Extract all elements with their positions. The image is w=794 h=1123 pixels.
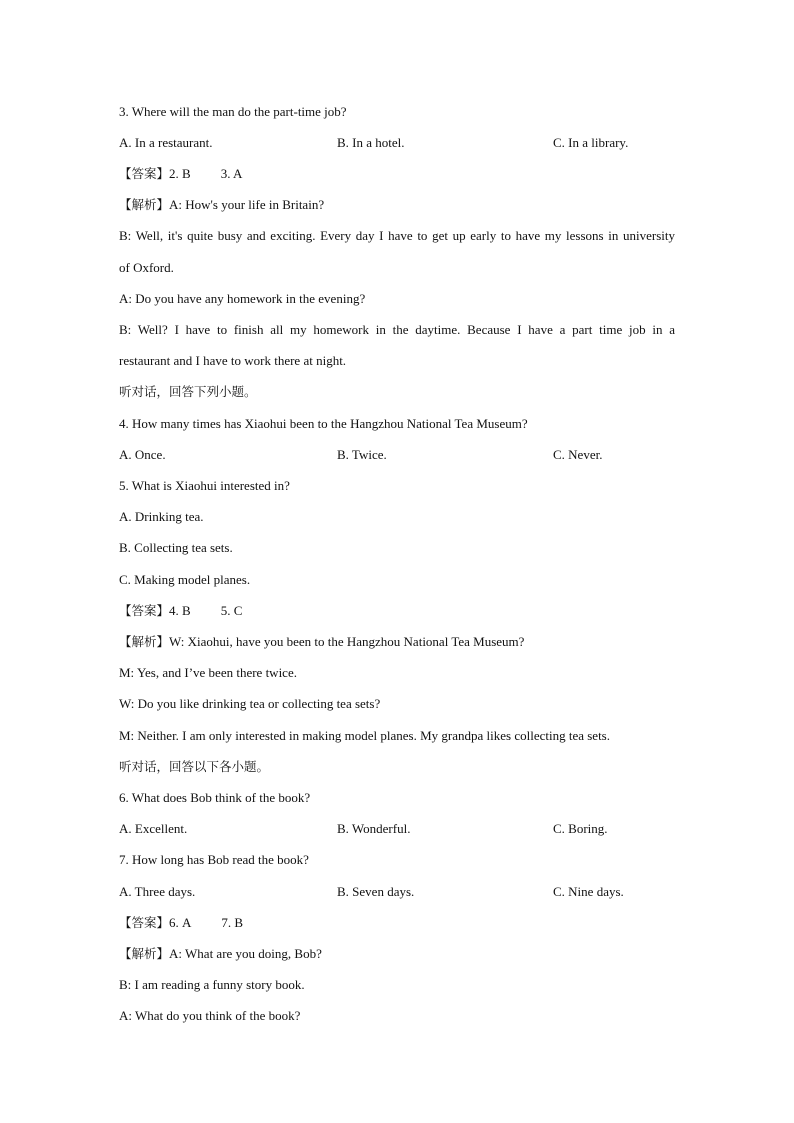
option-b: B. Seven days. <box>337 884 415 899</box>
question-4: 4. How many times has Xiaohui been to the Hangzhou National Tea Museum? <box>119 416 528 431</box>
answer-block-3 <box>119 913 675 933</box>
analysis-block-2-line-2: M: Yes, and I’ve been there twice. <box>119 665 297 680</box>
answer-first: 6. A <box>169 915 192 930</box>
option-a: A. Once. <box>119 447 166 462</box>
analysis-block-1-line-4: A: Do you have any homework in the evening? <box>119 291 366 306</box>
option-c: C. In a library. <box>553 135 629 150</box>
answer-second: 5. C <box>220 603 243 618</box>
analysis-block-1-line-1 <box>119 195 675 215</box>
analysis-block-3-line-1 <box>119 944 675 964</box>
analysis-block-1-line-5: B: Well? I have to finish all my homework in the daytime. Because I have a part time job in a <box>119 322 675 337</box>
option-c: C. Never. <box>553 447 603 462</box>
option-a: A. Excellent. <box>119 821 188 836</box>
analysis-block-2-line-4: M: Neither. I am only interested in making model planes. My grandpa likes collecting tea sets. <box>119 728 610 743</box>
answer-first: 2. B <box>169 166 191 181</box>
question-4-options <box>119 445 679 465</box>
analysis-block-1-line-2: B: Well, it's quite busy and exciting. Every day I have to get up early to have my lessons in university <box>119 228 675 243</box>
option-a: A. Three days. <box>119 884 196 899</box>
answer-first: 4. B <box>169 603 191 618</box>
analysis-block-2-line-3: W: Do you like drinking tea or collecting tea sets? <box>119 696 381 711</box>
option-c: C. Boring. <box>553 821 608 836</box>
question-5-option-a: A. Drinking tea. <box>119 509 204 524</box>
analysis-block-2-line-1 <box>119 632 675 652</box>
analysis-text: A: What are you doing, Bob? <box>169 946 322 961</box>
option-b: B. Wonderful. <box>337 821 411 836</box>
answer-second: 3. A <box>220 166 243 181</box>
answer-tag: 【答案】 <box>119 603 170 618</box>
analysis-tag: 【解析】 <box>119 634 170 649</box>
option-c: C. Nine days. <box>553 884 624 899</box>
section-instruction-1: 听对话，回答下列小题。 <box>119 384 257 399</box>
question-5: 5. What is Xiaohui interested in? <box>119 478 290 493</box>
question-7-options <box>119 882 679 902</box>
question-5-option-b: B. Collecting tea sets. <box>119 540 233 555</box>
question-5-option-c: C. Making model planes. <box>119 572 251 587</box>
analysis-tag: 【解析】 <box>119 197 170 212</box>
question-3: 3. Where will the man do the part-time job? <box>119 104 347 119</box>
analysis-block-3-line-2: B: I am reading a funny story book. <box>119 977 305 992</box>
option-b: B. Twice. <box>337 447 387 462</box>
option-a: A. In a restaurant. <box>119 135 213 150</box>
analysis-text: W: Xiaohui, have you been to the Hangzhou National Tea Museum? <box>169 634 525 649</box>
answer-tag: 【答案】 <box>119 915 170 930</box>
option-b: B. In a hotel. <box>337 135 405 150</box>
answer-tag: 【答案】 <box>119 166 170 181</box>
question-6: 6. What does Bob think of the book? <box>119 790 311 805</box>
analysis-text: A: How's your life in Britain? <box>169 197 325 212</box>
question-3-options <box>119 133 679 153</box>
analysis-block-3-line-3: A: What do you think of the book? <box>119 1008 301 1023</box>
question-6-options <box>119 819 679 839</box>
analysis-block-1-line-6: restaurant and I have to work there at night. <box>119 353 347 368</box>
analysis-block-1-line-3: of Oxford. <box>119 260 174 275</box>
section-instruction-2: 听对话，回答以下各小题。 <box>119 759 270 774</box>
analysis-tag: 【解析】 <box>119 946 170 961</box>
answer-block-2 <box>119 601 675 621</box>
answer-block-1 <box>119 164 675 184</box>
answer-second: 7. B <box>221 915 244 930</box>
question-7: 7. How long has Bob read the book? <box>119 852 309 867</box>
